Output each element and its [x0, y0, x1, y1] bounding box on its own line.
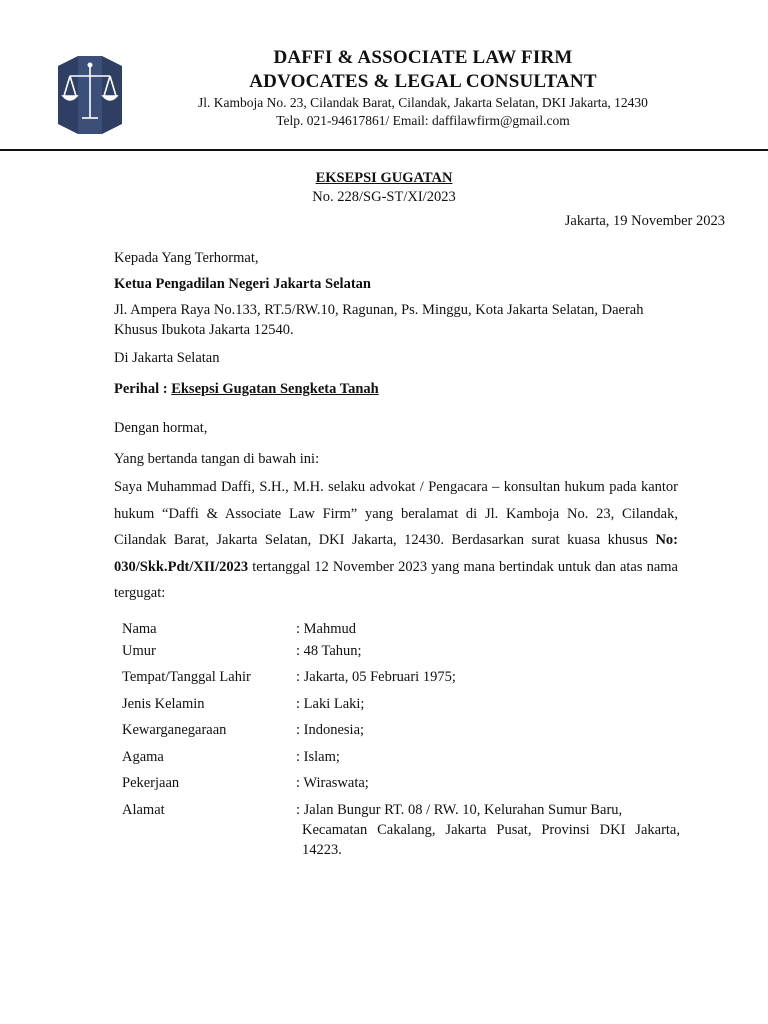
table-row	[118, 800, 680, 860]
table-row	[118, 641, 680, 667]
header-divider	[0, 149, 768, 151]
address-rest: Kecamatan Cakalang, Jakarta Pusat, Provinsi DKI Jakarta, 14223.	[302, 822, 680, 858]
field-value: : Wiraswata;	[296, 775, 369, 791]
body-paragraph	[114, 474, 678, 607]
field-label: Nama	[122, 621, 157, 637]
document-title: EKSEPSI GUGATAN	[315, 170, 453, 186]
table-row	[118, 667, 680, 694]
firm-subtitle: ADVOCATES & LEGAL CONSULTANT	[249, 71, 597, 92]
field-value: : Laki Laki;	[296, 696, 365, 712]
address-value	[296, 800, 680, 860]
power-of-attorney-number: No: 030/Skk.Pdt/XII/2023	[114, 532, 678, 575]
firm-info	[150, 46, 696, 130]
field-label: Umur	[122, 643, 156, 659]
field-label: Agama	[122, 749, 164, 765]
firm-name: DAFFI & ASSOCIATE LAW FIRM	[273, 47, 573, 68]
field-value: : 48 Tahun;	[296, 643, 362, 659]
firm-address: Jl. Kamboja No. 23, Cilandak Barat, Cilandak, Jakarta Selatan, DKI Jakarta, 12430	[198, 95, 648, 110]
place-date: Jakarta, 19 November 2023	[564, 213, 725, 229]
address-line1: : Jalan Bungur RT. 08 / RW. 10, Kelurahan Sumur Baru,	[296, 802, 623, 818]
table-row	[118, 747, 680, 773]
recipient-address-line2: Khusus Ibukota Jakarta 12540.	[114, 322, 294, 338]
field-value: : Jakarta, 05 Februari 1975;	[296, 669, 456, 685]
subject-line	[114, 379, 379, 399]
greeting: Dengan hormat,	[114, 420, 208, 436]
field-label: Pekerjaan	[122, 775, 180, 791]
field-label: Tempat/Tanggal Lahir	[122, 669, 251, 685]
paragraph-part1: Saya Muhammad Daffi, S.H., M.H. selaku advokat / Pengacara – konsultan hukum pada kantor hukum “Daffi & Associate Law Firm” yang beralamat di Jl. Kamboja No. 23, Cilandak, Cilandak Barat, Jakarta Selatan, DKI Jakarta, 12430. Berdasarkan surat kuasa khusus	[114, 479, 678, 548]
field-label: Jenis Kelamin	[122, 696, 205, 712]
table-row	[118, 619, 680, 641]
subject-label: Perihal :	[114, 381, 168, 397]
letterhead	[0, 0, 768, 152]
field-label: Alamat	[122, 802, 165, 818]
firm-contact: Telp. 021-94617861/ Email: daffilawfirm@gmail.com	[276, 113, 570, 128]
field-value: : Mahmud	[296, 621, 357, 637]
scales-of-justice-icon	[58, 52, 122, 138]
table-row	[118, 773, 680, 800]
recipient-salutation: Kepada Yang Terhormat,	[114, 250, 259, 266]
field-label: Kewarganegaraan	[122, 722, 227, 738]
subject-value: Eksepsi Gugatan Sengketa Tanah	[171, 381, 379, 397]
recipient-city: Di Jakarta Selatan	[114, 350, 220, 366]
document-number: No. 228/SG-ST/XI/2023	[312, 189, 456, 205]
field-value: : Islam;	[296, 749, 340, 765]
table-row	[118, 720, 680, 747]
table-row	[118, 694, 680, 720]
recipient-name: Ketua Pengadilan Negeri Jakarta Selatan	[114, 276, 371, 292]
defendant-table	[118, 619, 680, 860]
paragraph-part2: tertanggal 12 November 2023 yang mana bertindak untuk dan atas nama tergugat:	[114, 558, 678, 601]
field-value: : Indonesia;	[296, 722, 365, 738]
intro: Yang bertanda tangan di bawah ini:	[114, 451, 320, 467]
recipient-address-line1: Jl. Ampera Raya No.133, RT.5/RW.10, Ragunan, Ps. Minggu, Kota Jakarta Selatan, Daerah	[114, 302, 644, 318]
